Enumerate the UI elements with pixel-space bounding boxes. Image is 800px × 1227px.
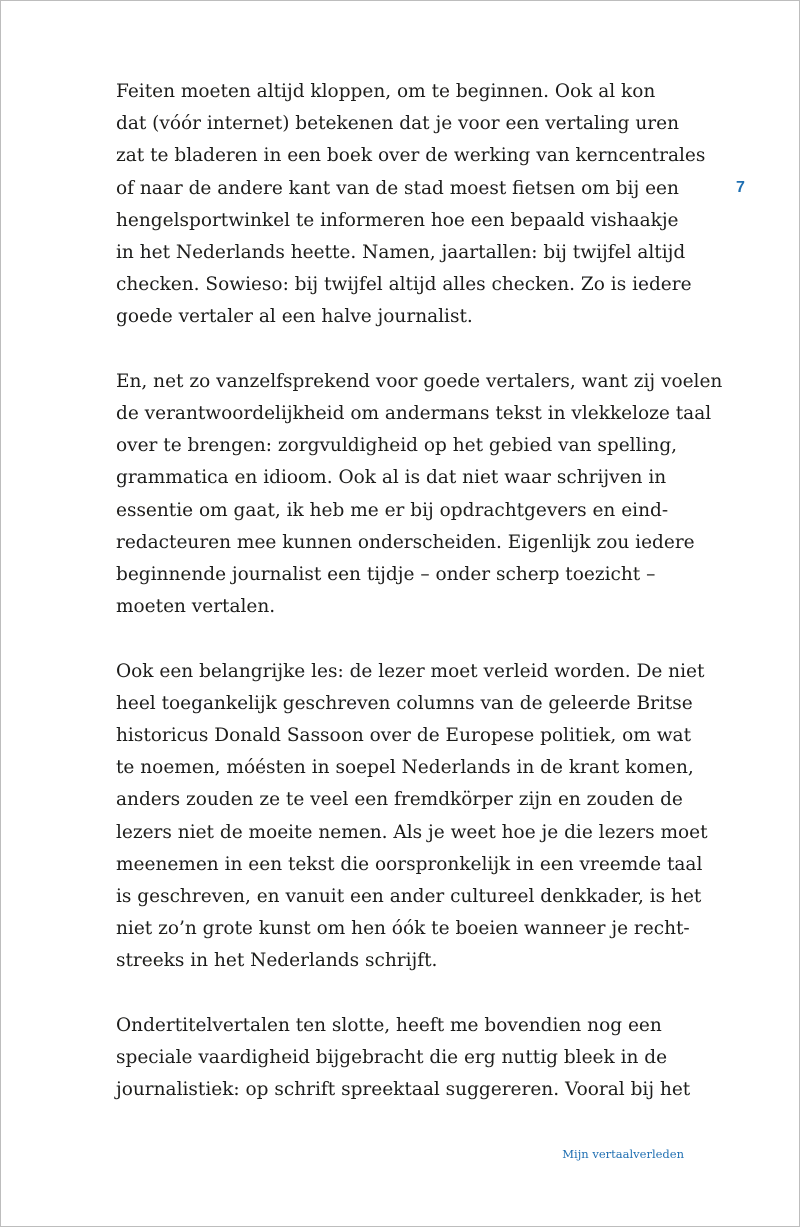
text-line: is geschreven, en vanuit een ander cultureel denkkader, is het <box>116 886 702 908</box>
text-line: speciale vaardigheid bijgebracht die erg nuttig bleek in de <box>116 1047 668 1069</box>
body-text <box>116 76 723 1139</box>
text-line: meenemen in een tekst die oorspronkelijk in een vreemde taal <box>116 853 703 875</box>
text-line: niet zo’n grote kunst om hen óók te boeien wanneer je recht- <box>116 918 690 940</box>
text-line: grammatica en idioom. Ook al is dat niet waar schrijven in <box>116 467 667 489</box>
text-line: En, net zo vanzelfsprekend voor goede vertalers, want zij voelen <box>116 370 723 392</box>
text-line: zat te bladeren in een boek over de werking van kerncentrales <box>116 145 706 167</box>
paragraph <box>116 76 706 334</box>
text-line: of naar de andere kant van de stad moest fietsen om bij een <box>116 177 679 199</box>
text-line: lezers niet de moeite nemen. Als je weet hoe je die lezers moet <box>116 821 708 843</box>
text-line: in het Nederlands heette. Namen, jaartallen: bij twijfel altijd <box>116 242 686 264</box>
text-line: over te brengen: zorgvuldigheid op het gebied van spelling, <box>116 435 678 457</box>
text-line: redacteuren mee kunnen onderscheiden. Eigenlijk zou iedere <box>116 531 695 553</box>
text-line: journalistiek: op schrift spreektaal suggereren. Vooral bij het <box>116 1079 691 1101</box>
text-line: moeten vertalen. <box>116 596 276 618</box>
text-line: anders zouden ze te veel een fremdkörper zijn en zouden de <box>116 789 683 811</box>
text-line: dat (vóór internet) betekenen dat je voor een vertaling uren <box>116 113 679 135</box>
text-line: goede vertaler al een halve journalist. <box>116 306 473 328</box>
text-line: historicus Donald Sassoon over de Europese politiek, om wat <box>116 725 692 747</box>
paragraph <box>116 1010 696 1107</box>
text-line: essentie om gaat, ik heb me er bij opdrachtgevers en eind- <box>116 499 669 521</box>
page-number: 7 <box>736 179 745 196</box>
text-line: Ondertitelvertalen ten slotte, heeft me bovendien nog een <box>116 1014 662 1036</box>
text-line: hengelsportwinkel te informeren hoe een bepaald vishaakje <box>116 209 679 231</box>
text-line: beginnende journalist een tijdje – onder scherp toezicht – <box>116 564 656 586</box>
text-line: Ook een belangrijke les: de lezer moet verleid worden. De niet <box>116 660 705 682</box>
text-line: te noemen, móésten in soepel Nederlands in de krant komen, <box>116 757 694 779</box>
paragraph <box>116 656 708 978</box>
text-line: streeks in het Nederlands schrijft. <box>116 950 438 972</box>
running-footer: Mijn vertaalverleden <box>562 1147 684 1161</box>
paragraph <box>116 366 723 624</box>
text-line: de verantwoordelijkheid om andermans tekst in vlekkeloze taal <box>116 403 712 425</box>
text-line: Feiten moeten altijd kloppen, om te beginnen. Ook al kon <box>116 81 656 102</box>
text-line: checken. Sowieso: bij twijfel altijd alles checken. Zo is iedere <box>116 274 692 296</box>
text-line: heel toegankelijk geschreven columns van de geleerde Britse <box>116 692 693 714</box>
